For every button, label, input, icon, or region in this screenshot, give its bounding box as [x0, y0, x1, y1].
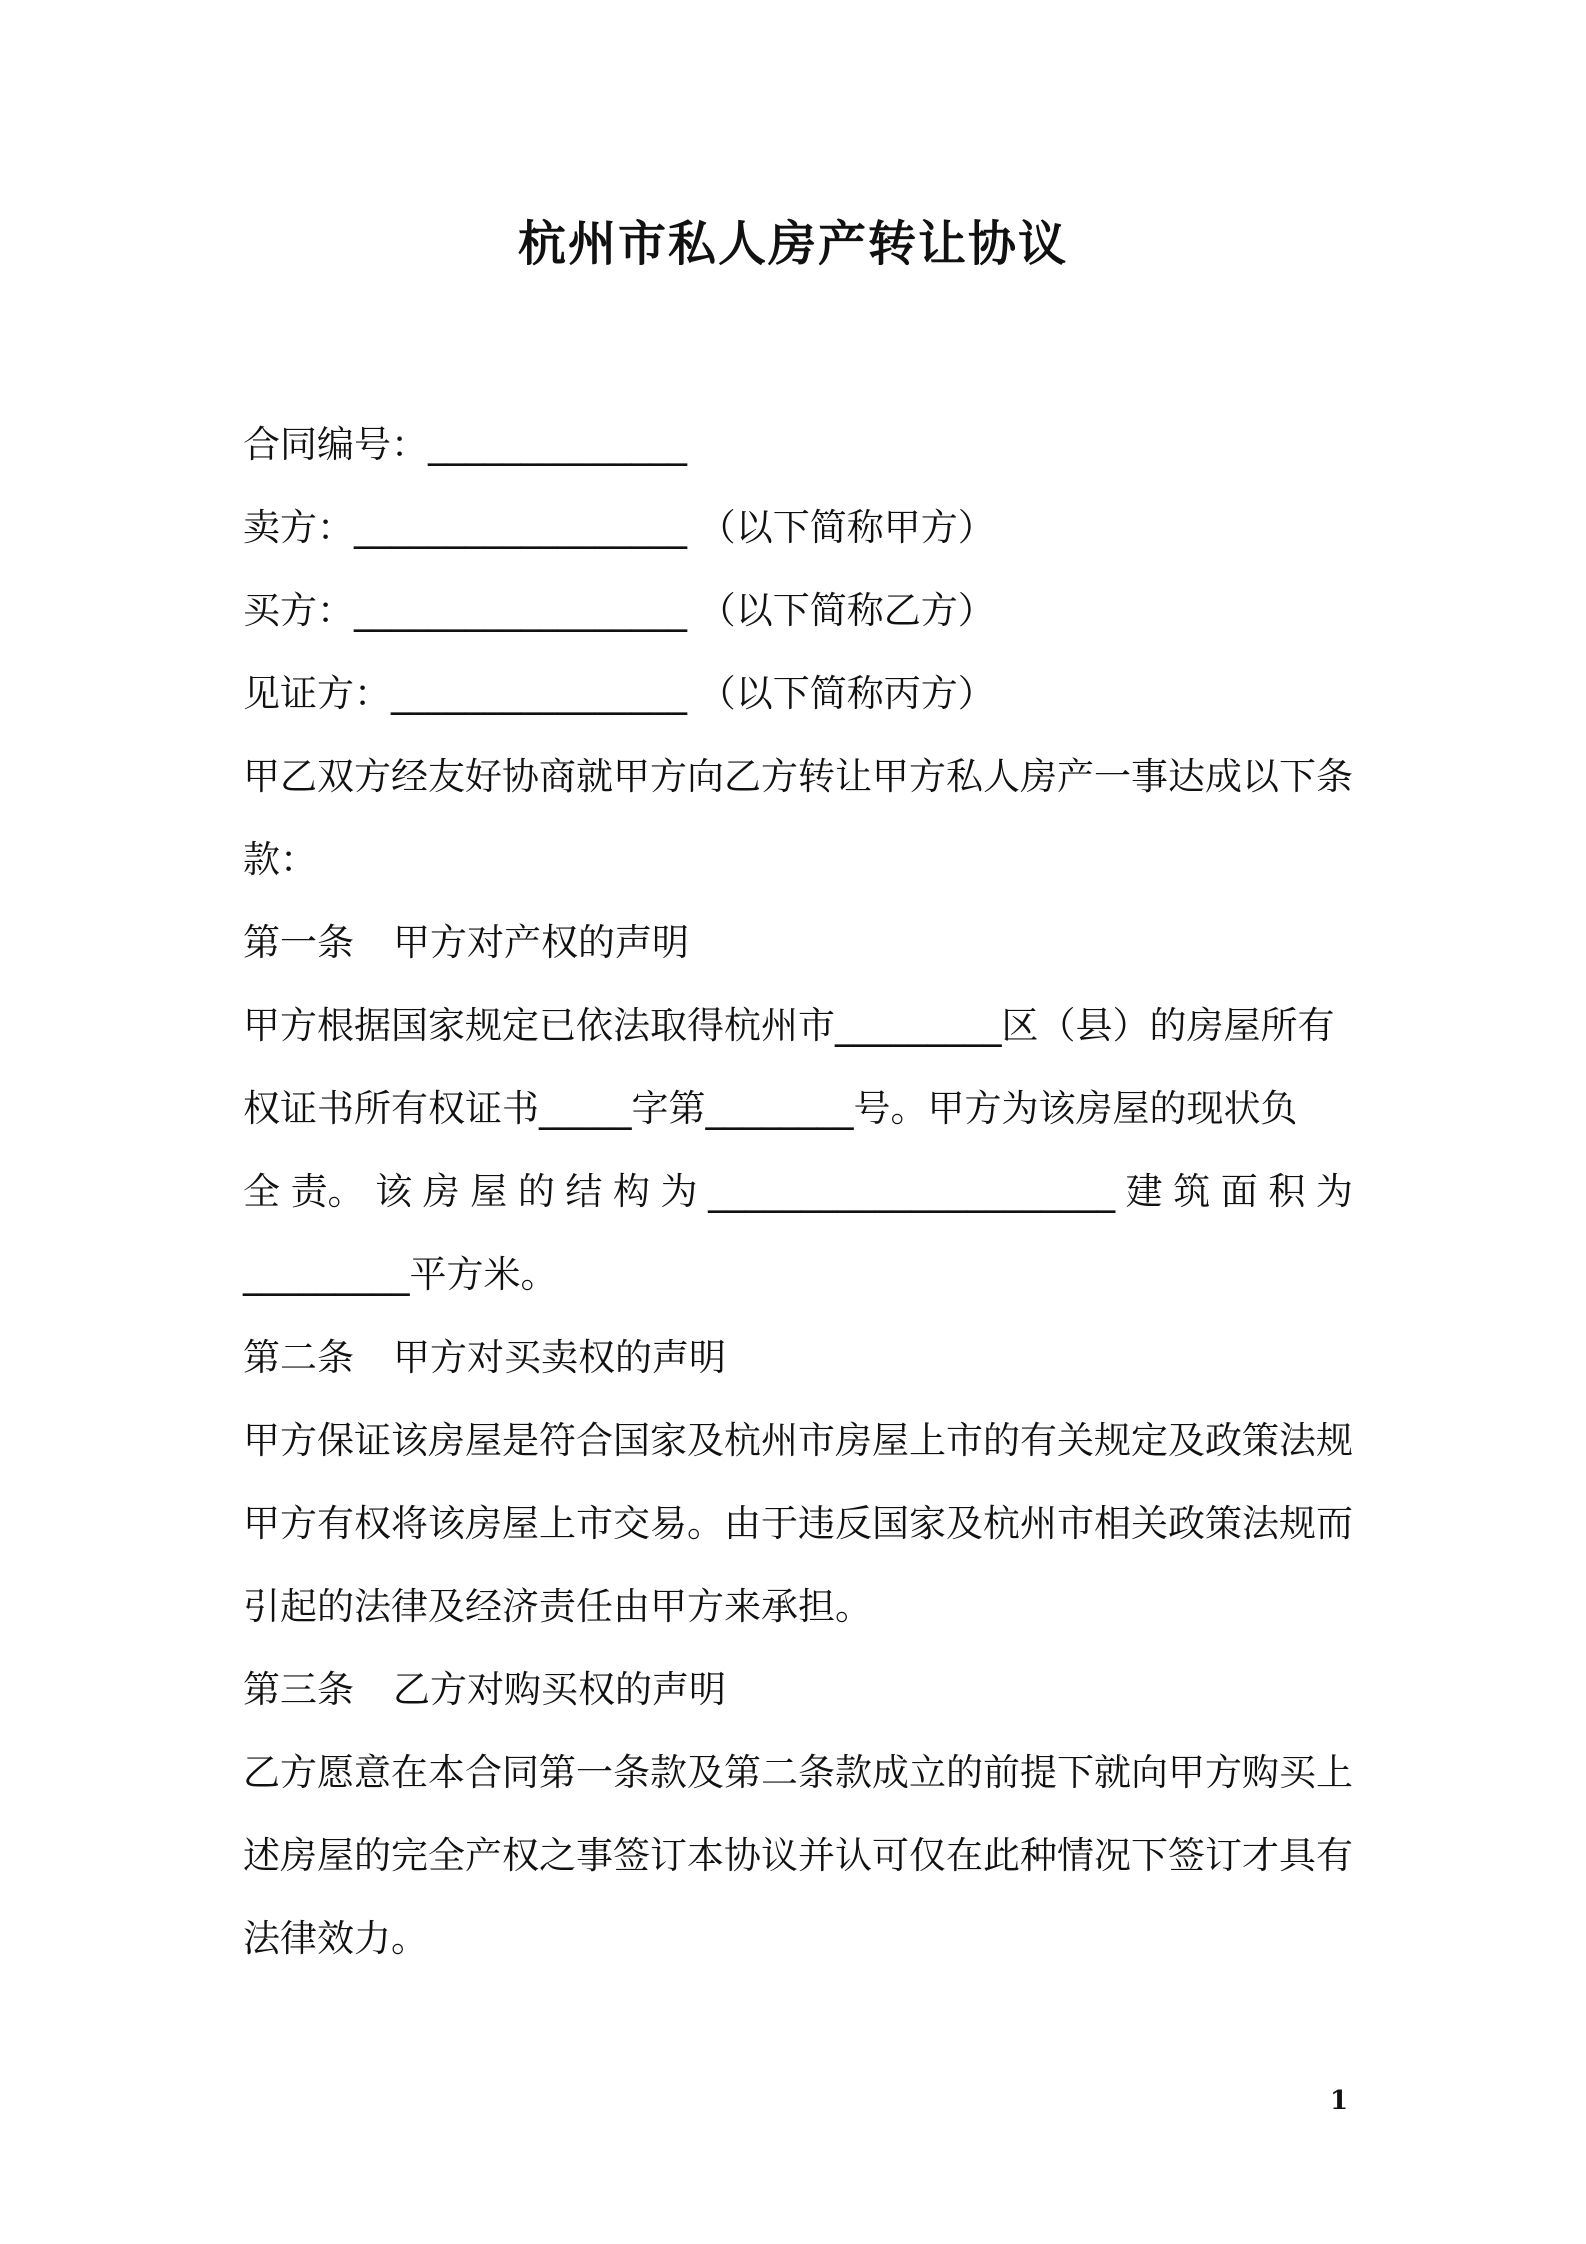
article-heading: [243, 1648, 1353, 1731]
witness-field: 见证方：________________ （以下简称丙方）: [243, 672, 995, 715]
article-line: 甲方根据国家规定已依法取得杭州市_________区（县）的房屋所有: [243, 1004, 1335, 1047]
article-justified-line: [243, 1150, 1353, 1233]
article-number: 第三条: [243, 1668, 354, 1711]
text-segment: 该: [375, 1170, 413, 1213]
blank-field: ______________________: [708, 1170, 1116, 1213]
document-body: [243, 403, 1353, 1980]
buyer-field: 买方：__________________ （以下简称乙方）: [243, 589, 995, 632]
article-paragraph: 乙方愿意在本合同第一条款及第二条款成立的前提下就向甲方购买上述房屋的完全产权之事签订本协议并认可仅在此种情况下签订才具有法律效力。: [243, 1751, 1353, 1960]
text-segment: 建: [1125, 1170, 1163, 1213]
article-heading: [243, 1316, 1353, 1399]
article-title: 乙方对购买权的声明: [393, 1668, 726, 1711]
document-title: 杭州市私人房产转让协议: [517, 216, 1068, 272]
text-segment: 的: [517, 1170, 555, 1213]
article-number: 第二条: [243, 1336, 354, 1379]
text-segment: 筑: [1173, 1170, 1211, 1213]
text-segment: 全: [243, 1170, 280, 1213]
text-segment: 责。: [290, 1170, 365, 1213]
article-title: 甲方对买卖权的声明: [393, 1336, 726, 1379]
article-line: 权证书所有权证书_____字第________号。甲方为该房屋的现状负: [243, 1087, 1298, 1130]
article-paragraph: 甲方保证该房屋是符合国家及杭州市房屋上市的有关规定及政策法规甲方有权将该房屋上市交易。由于违反国家及杭州市相关政策法规而引起的法律及经济责任由甲方来承担。: [243, 1419, 1353, 1628]
text-segment: 构: [612, 1170, 650, 1213]
text-segment: 面: [1220, 1170, 1258, 1213]
contract-number-field: 合同编号：______________: [243, 423, 687, 466]
text-segment: 屋: [470, 1170, 508, 1213]
text-segment: 为: [1315, 1170, 1353, 1213]
article-line: _________平方米。: [243, 1253, 558, 1296]
article-heading: [243, 901, 1353, 984]
article-number: 第一条: [243, 921, 354, 964]
text-segment: 结: [565, 1170, 603, 1213]
article-title: 甲方对产权的声明: [393, 921, 689, 964]
text-segment: 为: [660, 1170, 698, 1213]
page-number: 1: [1330, 2086, 1349, 2116]
seller-field: 卖方：__________________ （以下简称甲方）: [243, 506, 995, 549]
intro-paragraph: 甲乙双方经友好协商就甲方向乙方转让甲方私人房产一事达成以下条款：: [243, 755, 1353, 881]
text-segment: 积: [1268, 1170, 1306, 1213]
text-segment: 房: [422, 1170, 460, 1213]
